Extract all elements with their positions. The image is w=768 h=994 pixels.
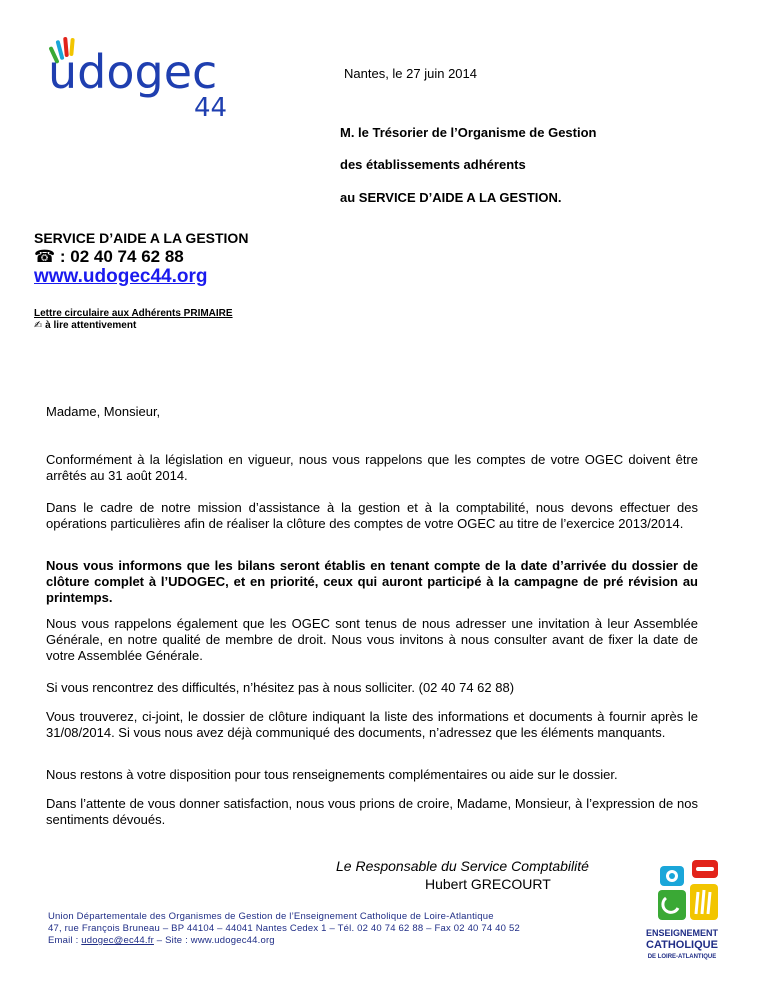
recipient-line-2: des établissements adhérents	[340, 157, 526, 172]
footer-line-3	[48, 935, 275, 946]
service-title: SERVICE D’AIDE A LA GESTION	[34, 230, 249, 246]
signature-name: Hubert GRECOURT	[425, 876, 551, 892]
signature-role: Le Responsable du Service Comptabilité	[336, 858, 589, 874]
circular-title: Lettre circulaire aux Adhérents PRIMAIRE	[34, 308, 233, 319]
writing-hand-icon: ✍	[34, 320, 43, 331]
paragraph-1: Conformément à la législation en vigueur, nous vous rappelons que les comptes de votre OGEC doivent être arrêtés au 31 août 2014.	[46, 452, 698, 483]
paragraph-3: Nous vous informons que les bilans seront établis en tenant compte de la date d’arrivée du dossier de clôture complet à l’UDOGEC, et en priorité, ceux qui auront participé à la campagne de pré révision au printemps.	[46, 558, 698, 605]
ec-logo-line-1: ENSEIGNEMENT	[645, 928, 719, 938]
footer-email-label: Email :	[48, 935, 82, 946]
udogec-logo	[44, 32, 244, 122]
logo-text: udogec	[48, 45, 218, 99]
footer-line-1: Union Départementale des Organismes de Gestion de l’Enseignement Catholique de Loire-Atlantique	[48, 911, 494, 922]
logo-number: 44	[194, 93, 228, 122]
footer-site: – Site : www.udogec44.org	[153, 935, 275, 946]
paragraph-4: Nous vous rappelons également que les OGEC sont tenus de nous adresser une invitation à leur Assemblée Générale, en notre qualité de membre de droit. Nous vous invitons à nous consulter avant de fixer la date de votre Assemblée Générale.	[46, 616, 698, 663]
phone-icon: ☎	[34, 247, 56, 266]
paragraph-5: Si vous rencontrez des difficultés, n’hésitez pas à nous solliciter. (02 40 74 62 88)	[46, 680, 515, 695]
greeting: Madame, Monsieur,	[46, 404, 161, 419]
paragraph-6: Vous trouverez, ci-joint, le dossier de clôture indiquant la liste des informations et documents à fournir après le 31/08/2014. Si vous nous avez déjà communiqué des documents, n’adressez que les éléments manquants.	[46, 709, 698, 740]
recipient-line-3: au SERVICE D’AIDE A LA GESTION.	[340, 190, 562, 205]
phone-line	[34, 247, 184, 267]
paragraph-8: Dans l’attente de vous donner satisfaction, nous vous prions de croire, Madame, Monsieur, à l’expression de nos sentiments dévoués.	[46, 796, 698, 827]
footer-email-link[interactable]: udogec@ec44.fr	[81, 935, 154, 946]
footer-line-2: 47, rue François Bruneau – BP 44104 – 44041 Nantes Cedex 1 – Tél. 02 40 74 62 88 – Fax 02 40 74 40 52	[48, 923, 520, 934]
enseignement-catholique-logo	[636, 858, 728, 968]
paragraph-7: Nous restons à votre disposition pour tous renseignements complémentaires ou aide sur le dossier.	[46, 767, 618, 782]
ec-logo-line-2: CATHOLIQUE	[646, 939, 718, 951]
website-link[interactable]: www.udogec44.org	[34, 266, 208, 287]
paragraph-2: Dans le cadre de notre mission d’assistance à la gestion et à la comptabilité, nous devons effectuer des opérations particulières afin de réaliser la clôture des comptes de votre OGEC au titre de l’exercice 2013/2014.	[46, 500, 698, 531]
ec-logo-icon	[658, 860, 718, 920]
circular-note-text: à lire attentivement	[42, 320, 137, 331]
ec-logo-line-3: DE LOIRE-ATLANTIQUE	[647, 954, 717, 960]
letter-date: Nantes, le 27 juin 2014	[344, 66, 477, 81]
recipient-line-1: M. le Trésorier de l’Organisme de Gestion	[340, 125, 597, 140]
phone-number: : 02 40 74 62 88	[55, 247, 184, 266]
circular-note	[34, 320, 136, 331]
